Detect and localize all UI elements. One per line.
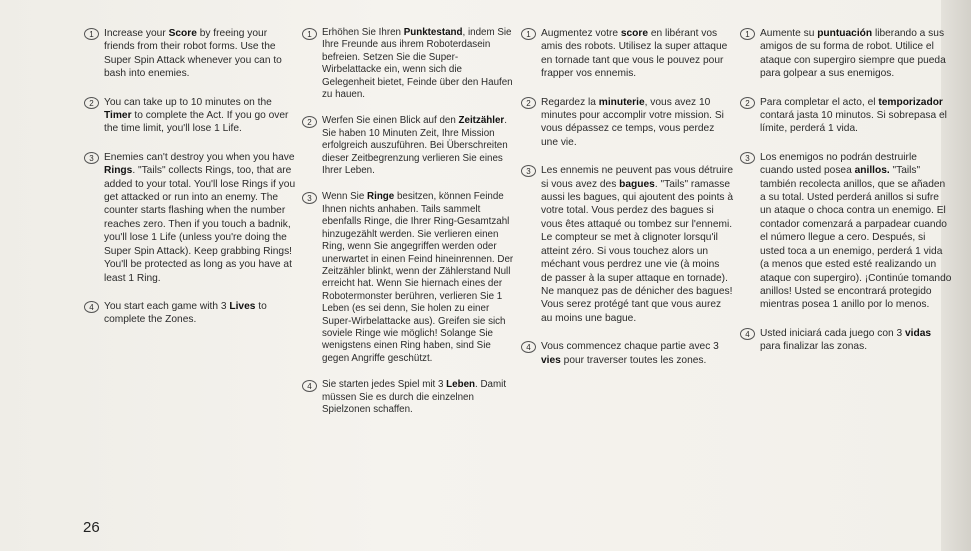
text-run: Aumente su [760, 28, 818, 39]
text-run: . Sie haben 10 Minuten Zeit, Ihre Mission erfolgreich auszuführen. Bei Überschreiten dieser Zeitbegrenzung verlieren Sie eines Ihrer Leben. [322, 115, 508, 177]
text-run: by freeing your friends from their robot forms. Use the Super Spin Attack whenever you can to bash into enemies. [104, 28, 282, 80]
text-run: Erhöhen Sie Ihren [322, 27, 404, 38]
instruction-item [740, 27, 952, 81]
text-run: Augmentez votre [541, 28, 621, 39]
text-run: You can take up to 10 minutes on the [104, 96, 272, 108]
bold-term: Score [168, 28, 197, 39]
item-number-badge: 3 [740, 152, 755, 164]
item-text [104, 300, 296, 327]
text-run: Les ennemis ne peuvent pas vous détruire si vous avez des [541, 165, 733, 190]
item-text [322, 115, 517, 177]
instruction-item [521, 27, 733, 81]
bold-term: vidas [904, 327, 932, 339]
bold-term: Lives [229, 300, 256, 312]
item-text [760, 96, 952, 136]
bold-term: bagues [619, 178, 655, 190]
item-number-badge: 4 [521, 341, 536, 353]
instruction-item [521, 164, 733, 325]
text-run: liberando a sus amigos de su forma de robot. Utilice el ataque con supergiro siempre que pueda para golpear a sus enemigos. [760, 28, 946, 80]
bold-term: Rings [104, 165, 133, 177]
text-run: Wenn Sie [322, 191, 368, 203]
instruction-item [740, 151, 952, 312]
text-run: Los enemigos no podrán destruirle cuando usted posea [760, 151, 917, 177]
item-number-badge: 4 [740, 328, 755, 340]
text-run: , indem Sie Ihre Freunde aus ihrem Roboterdasein befreien. Setzen Sie die Super-Wirbelattacke ein, wenn sich die Gelegenheit bietet, Feinde über den Haufen zu hauen. [322, 27, 513, 101]
item-text [322, 27, 517, 101]
bold-term: Leben [446, 379, 476, 391]
text-run: , vous avez 10 minutes pour accomplir votre mission. Si vous dépassez ce temps, vous perdez une vie. [541, 96, 724, 148]
instruction-item [84, 151, 296, 285]
text-run: besitzen, können Feinde Ihnen nichts anhaben. Tails sammelt ebenfalls Ringe, die Ihrer Ring-Gesamtzahl hinzugezählt werden. Sie verlieren einen Ring, wenn Sie angegriffen werden oder unerwartet in einen Feind hineinrennen. Der Zeitzähler blinkt, wenn der Zählerstand Null erreicht hat. Wenn Sie hiernach eines der Robotermonster berühren, verlieren Sie 1 Leben (es sei denn, Sie holen zu einer Super-Wirbelattacke aus). Greifen sie sich soviele Ringe wie möglich! Solange Sie wenigstens einen Ring haben, sind Sie gegen Angriffe geschützt. [322, 191, 514, 364]
text-run: Usted iniciará cada juego con 3 [760, 327, 905, 339]
bold-term: Punktestand [403, 27, 463, 38]
column-english [84, 27, 296, 342]
item-number-badge: 1 [84, 28, 99, 40]
item-number-badge: 1 [521, 28, 536, 40]
item-number-badge: 4 [84, 301, 99, 313]
bold-term: Timer [104, 110, 132, 122]
instruction-item [302, 115, 517, 177]
item-text [760, 151, 952, 312]
bold-term: Ringe [367, 191, 395, 203]
text-run: . "Tails" ramasse aussi les bagues, qui ajoutent des points à votre total. Vous perdez des bagues si vous êtes attaqué ou tombez sur l'ennemi. Le compteur se met à clignoter lorsqu'il atteint zéro. Si vous touchez alors un méchant vous perdrez une vie (à moins de passer à la super attaque en tornade). Ne manquez pas de dénicher des bagues! Vous serez protégé tant que vous aurez au moins une bague. [541, 178, 733, 324]
column-french [521, 27, 733, 382]
instruction-item [84, 96, 296, 136]
text-run: Para completar el acto, el [760, 96, 879, 108]
item-number-badge: 4 [302, 380, 317, 392]
item-number-badge: 2 [521, 97, 536, 109]
item-number-badge: 3 [521, 165, 536, 177]
text-run: . Damit müssen Sie es durch die einzelnen Spielzonen schaffen. [322, 379, 507, 415]
bold-term: puntuación [817, 28, 873, 39]
instruction-item [302, 191, 517, 365]
text-run: "Tails" también recolecta anillos, que se añaden a su total. Usted perderá anillos si sufre un ataque o choca contra un enemigo. El contador comenzará a parpadear cuando el número llegue a cero. Después, si usted toca a un enemigo, perderá 1 vida (a menos que ested esté realizando un ataque con supergiro). ¡Continúe tomando anillos! Usted se encontrará protegido mientras posea 1 anillo por lo menos. [760, 165, 952, 311]
item-number-badge: 2 [740, 97, 755, 109]
bold-term: anillos. [854, 165, 890, 177]
text-run: to complete the Act. If you go over the time limit, you'll lose 1 Life. [104, 110, 289, 135]
item-number-badge: 2 [84, 97, 99, 109]
item-text [541, 164, 733, 325]
item-number-badge: 3 [302, 192, 317, 204]
item-text [760, 27, 952, 81]
item-number-badge: 1 [740, 28, 755, 40]
item-text [541, 27, 733, 81]
text-run: para finalizar las zonas. [760, 341, 868, 353]
text-run: pour traverser toutes les zones. [560, 354, 707, 366]
item-number-badge: 2 [302, 116, 317, 128]
text-run: en libérant vos amis des robots. Utilisez la super attaque en tornade tant que vous le pouvez pour frapper vos ennemis. [541, 28, 728, 80]
text-run: Vous commencez chaque partie avec 3 [541, 341, 719, 353]
instruction-item [84, 27, 296, 81]
item-text [104, 151, 296, 285]
item-text [322, 379, 517, 416]
bold-term: vies [541, 354, 561, 366]
item-number-badge: 3 [84, 152, 99, 164]
column-german [302, 27, 517, 430]
text-run: You start each game with 3 [104, 300, 230, 312]
instruction-item [84, 300, 296, 327]
bold-term: minuterie [598, 96, 645, 108]
text-run: Enemies can't destroy you when you have [104, 151, 295, 163]
item-text [104, 27, 296, 81]
item-text [760, 327, 952, 354]
text-run: Increase your [104, 28, 169, 39]
item-text [541, 96, 733, 150]
instruction-item [740, 327, 952, 354]
instruction-item [521, 96, 733, 150]
text-run: Werfen Sie einen Blick auf den [322, 115, 459, 127]
text-run: contará jasta 10 minutos. Si sobrepasa el límite, perderá 1 vida. [760, 110, 947, 135]
column-spanish [740, 27, 952, 369]
page-number: 26 [83, 519, 100, 536]
item-number-badge: 1 [302, 28, 317, 40]
text-run: . "Tails" collects Rings, too, that are added to your total. You'll lose Rings if you get attacked or run into an enemy. The counter starts flashing when the number reaches zero. Then if you touch a badnik, you'll lose 1 Life (unless you're doing the Super Spin Attack). Keep grabbing Rings! You'll be protected as long as you have at least 1 Ring. [104, 165, 296, 284]
text-run: Regardez la [541, 96, 599, 108]
instruction-item [521, 340, 733, 367]
item-text [322, 191, 517, 365]
bold-term: Zeitzähler [458, 115, 505, 127]
item-text [104, 96, 296, 136]
instruction-item [302, 27, 517, 101]
text-run: to complete the Zones. [104, 300, 267, 326]
bold-term: temporizador [878, 96, 943, 108]
text-run: Sie starten jedes Spiel mit 3 [322, 379, 447, 391]
bold-term: score [620, 28, 649, 39]
instruction-item [302, 379, 517, 416]
instruction-item [740, 96, 952, 136]
item-text [541, 340, 733, 367]
